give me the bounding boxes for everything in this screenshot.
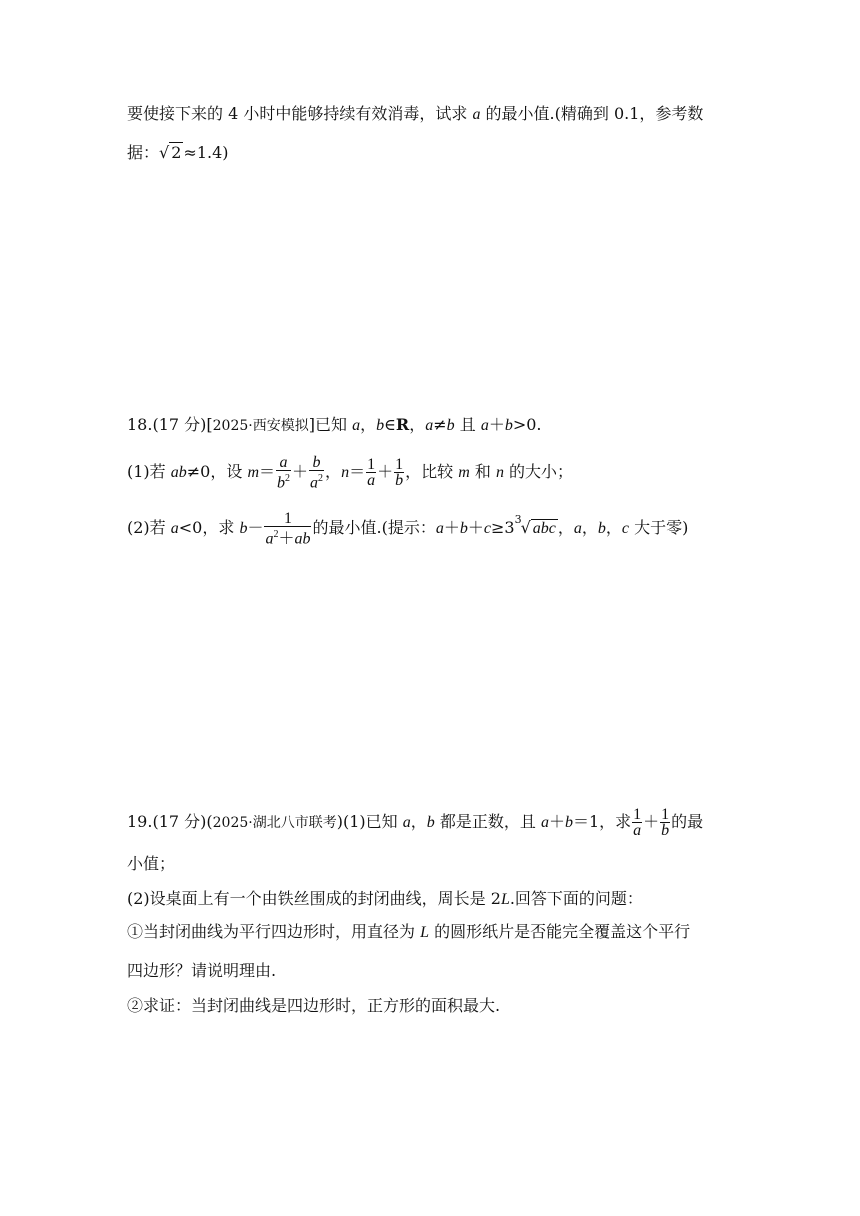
var: L — [500, 891, 510, 908]
var: ab — [170, 464, 187, 482]
text: ， — [410, 812, 427, 831]
den-var: ab — [294, 530, 311, 548]
var: a — [540, 814, 549, 831]
text: ， — [360, 415, 377, 434]
problem18-header — [127, 415, 542, 436]
text: ≈1.4) — [183, 143, 229, 162]
text: ∈ — [384, 415, 396, 434]
fraction-1-over-a — [632, 807, 642, 838]
text: <0，求 — [178, 518, 240, 538]
problem19-sub1-cont — [127, 961, 276, 981]
text: 且 — [454, 415, 481, 434]
var: b — [459, 520, 468, 538]
var: b — [597, 520, 606, 538]
fraction-1-over-b — [394, 457, 404, 488]
problem19-part2 — [127, 889, 643, 910]
text: ， — [557, 518, 574, 538]
denominator: a — [633, 822, 642, 839]
numerator: 1 — [661, 806, 670, 823]
problem19-line2 — [127, 854, 175, 874]
problem19-sub1 — [127, 922, 690, 943]
text: (2)若 — [127, 518, 171, 538]
text: ， — [409, 415, 426, 434]
text: ＋ — [488, 415, 505, 434]
root-index: 3 — [514, 513, 522, 527]
text: 的圆形纸片是否能完全覆盖这个平行 — [434, 922, 691, 941]
radicand: abc — [532, 520, 556, 538]
text: ＝ — [259, 462, 276, 482]
problem17-line1 — [127, 104, 703, 125]
var: a — [480, 417, 489, 434]
var: b — [426, 814, 435, 831]
var: n — [495, 464, 504, 482]
radical-sign: √ — [520, 518, 531, 538]
var: a — [435, 520, 444, 538]
text: ②求证：当封闭曲线是四边形时，正方形的面积最大. — [127, 996, 501, 1015]
denominator: a — [367, 472, 376, 490]
text: )(1)已知 — [336, 812, 398, 831]
text: .回答下面的问题： — [509, 889, 643, 908]
var: b — [446, 417, 455, 434]
problem18-part1 — [127, 455, 573, 490]
text: ≥3 — [490, 518, 515, 538]
den-var: a — [265, 530, 274, 548]
text: ＋ — [548, 812, 565, 831]
var: L — [420, 924, 430, 941]
text: 据： — [127, 143, 160, 162]
numerator: b — [309, 455, 324, 471]
denominator: $a^2$ — [310, 473, 324, 492]
text: ＋ — [643, 812, 660, 831]
var: a — [402, 814, 411, 831]
text: 的最 — [671, 812, 704, 831]
source: 2025·湖北八市联考 — [212, 815, 337, 831]
fraction-1-over-b — [660, 807, 670, 838]
text: 的最小值.(精确到 0.1，参考数 — [485, 104, 704, 123]
fraction-1-over-a — [366, 457, 376, 488]
text: 都是正数，且 — [434, 812, 541, 831]
text: ＝1，求 — [572, 812, 632, 831]
var: c — [621, 520, 630, 538]
var: n — [341, 464, 350, 482]
text: ＋ — [377, 462, 394, 482]
text: ， — [605, 518, 622, 538]
text: ， — [581, 518, 598, 538]
denominator: $b^2$ — [277, 473, 291, 492]
text: ≠ — [433, 415, 447, 434]
text: ＋ — [292, 462, 309, 482]
var: a — [170, 520, 179, 538]
text: ①当封闭曲线为平行四边形时，用直径为 — [127, 922, 416, 941]
text: ， — [325, 462, 342, 482]
numerator: 1 — [367, 456, 376, 474]
cube-root-abc — [514, 511, 558, 546]
fraction-1-over-a2-plus-ab — [264, 511, 311, 546]
numerator: 1 — [264, 511, 311, 527]
problem19-header — [127, 805, 703, 840]
denominator: b — [661, 822, 670, 839]
text: ＋ — [467, 518, 484, 538]
radicand: 2 — [171, 143, 182, 162]
text: (2)设桌面上有一个由铁丝围成的封闭曲线，周长是 2 — [127, 889, 501, 908]
text: (1)若 — [127, 462, 171, 482]
text: ]已知 — [308, 415, 347, 434]
reals: R — [395, 415, 410, 434]
numerator: 1 — [395, 456, 404, 474]
sqrt-2 — [159, 143, 183, 163]
text: 的最小值.(提示： — [312, 518, 436, 538]
fraction-a-over-b2 — [276, 455, 291, 490]
var: a — [352, 417, 361, 434]
text: 四边形？请说明理由. — [127, 961, 277, 980]
text: ，比较 — [405, 462, 459, 482]
text: 大于零) — [629, 518, 689, 538]
var-a: a — [472, 106, 481, 123]
problem19-sub2 — [127, 996, 500, 1016]
var: b — [564, 814, 573, 831]
text: ＝ — [349, 462, 366, 482]
text: ＋ — [443, 518, 460, 538]
text: >0. — [512, 415, 542, 434]
numerator: a — [276, 455, 291, 471]
problem18-part2 — [127, 511, 688, 546]
var: m — [247, 464, 260, 482]
numerator: 1 — [633, 806, 642, 823]
text: 小值； — [127, 854, 176, 873]
var: a — [425, 417, 434, 434]
text: 的大小； — [503, 462, 574, 482]
text: － — [247, 518, 264, 538]
text: 和 — [469, 462, 496, 482]
fraction-b-over-a2 — [309, 455, 324, 490]
source: 2025·西安模拟 — [212, 418, 309, 434]
problem17-line2 — [127, 143, 229, 163]
var: b — [376, 417, 385, 434]
denominator: b — [395, 472, 404, 490]
text: 要使接下来的 4 小时中能够持续有效消毒，试求 — [127, 104, 468, 123]
radical-sign: √ — [159, 143, 170, 162]
text: 19.(17 分)( — [127, 812, 213, 831]
denominator: $a^2+ab$ — [265, 529, 311, 548]
den-var: a — [310, 474, 319, 492]
var: b — [504, 417, 513, 434]
var: m — [458, 464, 470, 482]
den-var: b — [277, 474, 286, 492]
text: ≠0，设 — [186, 462, 248, 482]
var: a — [573, 520, 582, 538]
var: b — [239, 520, 248, 538]
var: c — [483, 520, 491, 538]
text: 18.(17 分)[ — [127, 415, 213, 434]
den-op: ＋ — [278, 530, 295, 548]
